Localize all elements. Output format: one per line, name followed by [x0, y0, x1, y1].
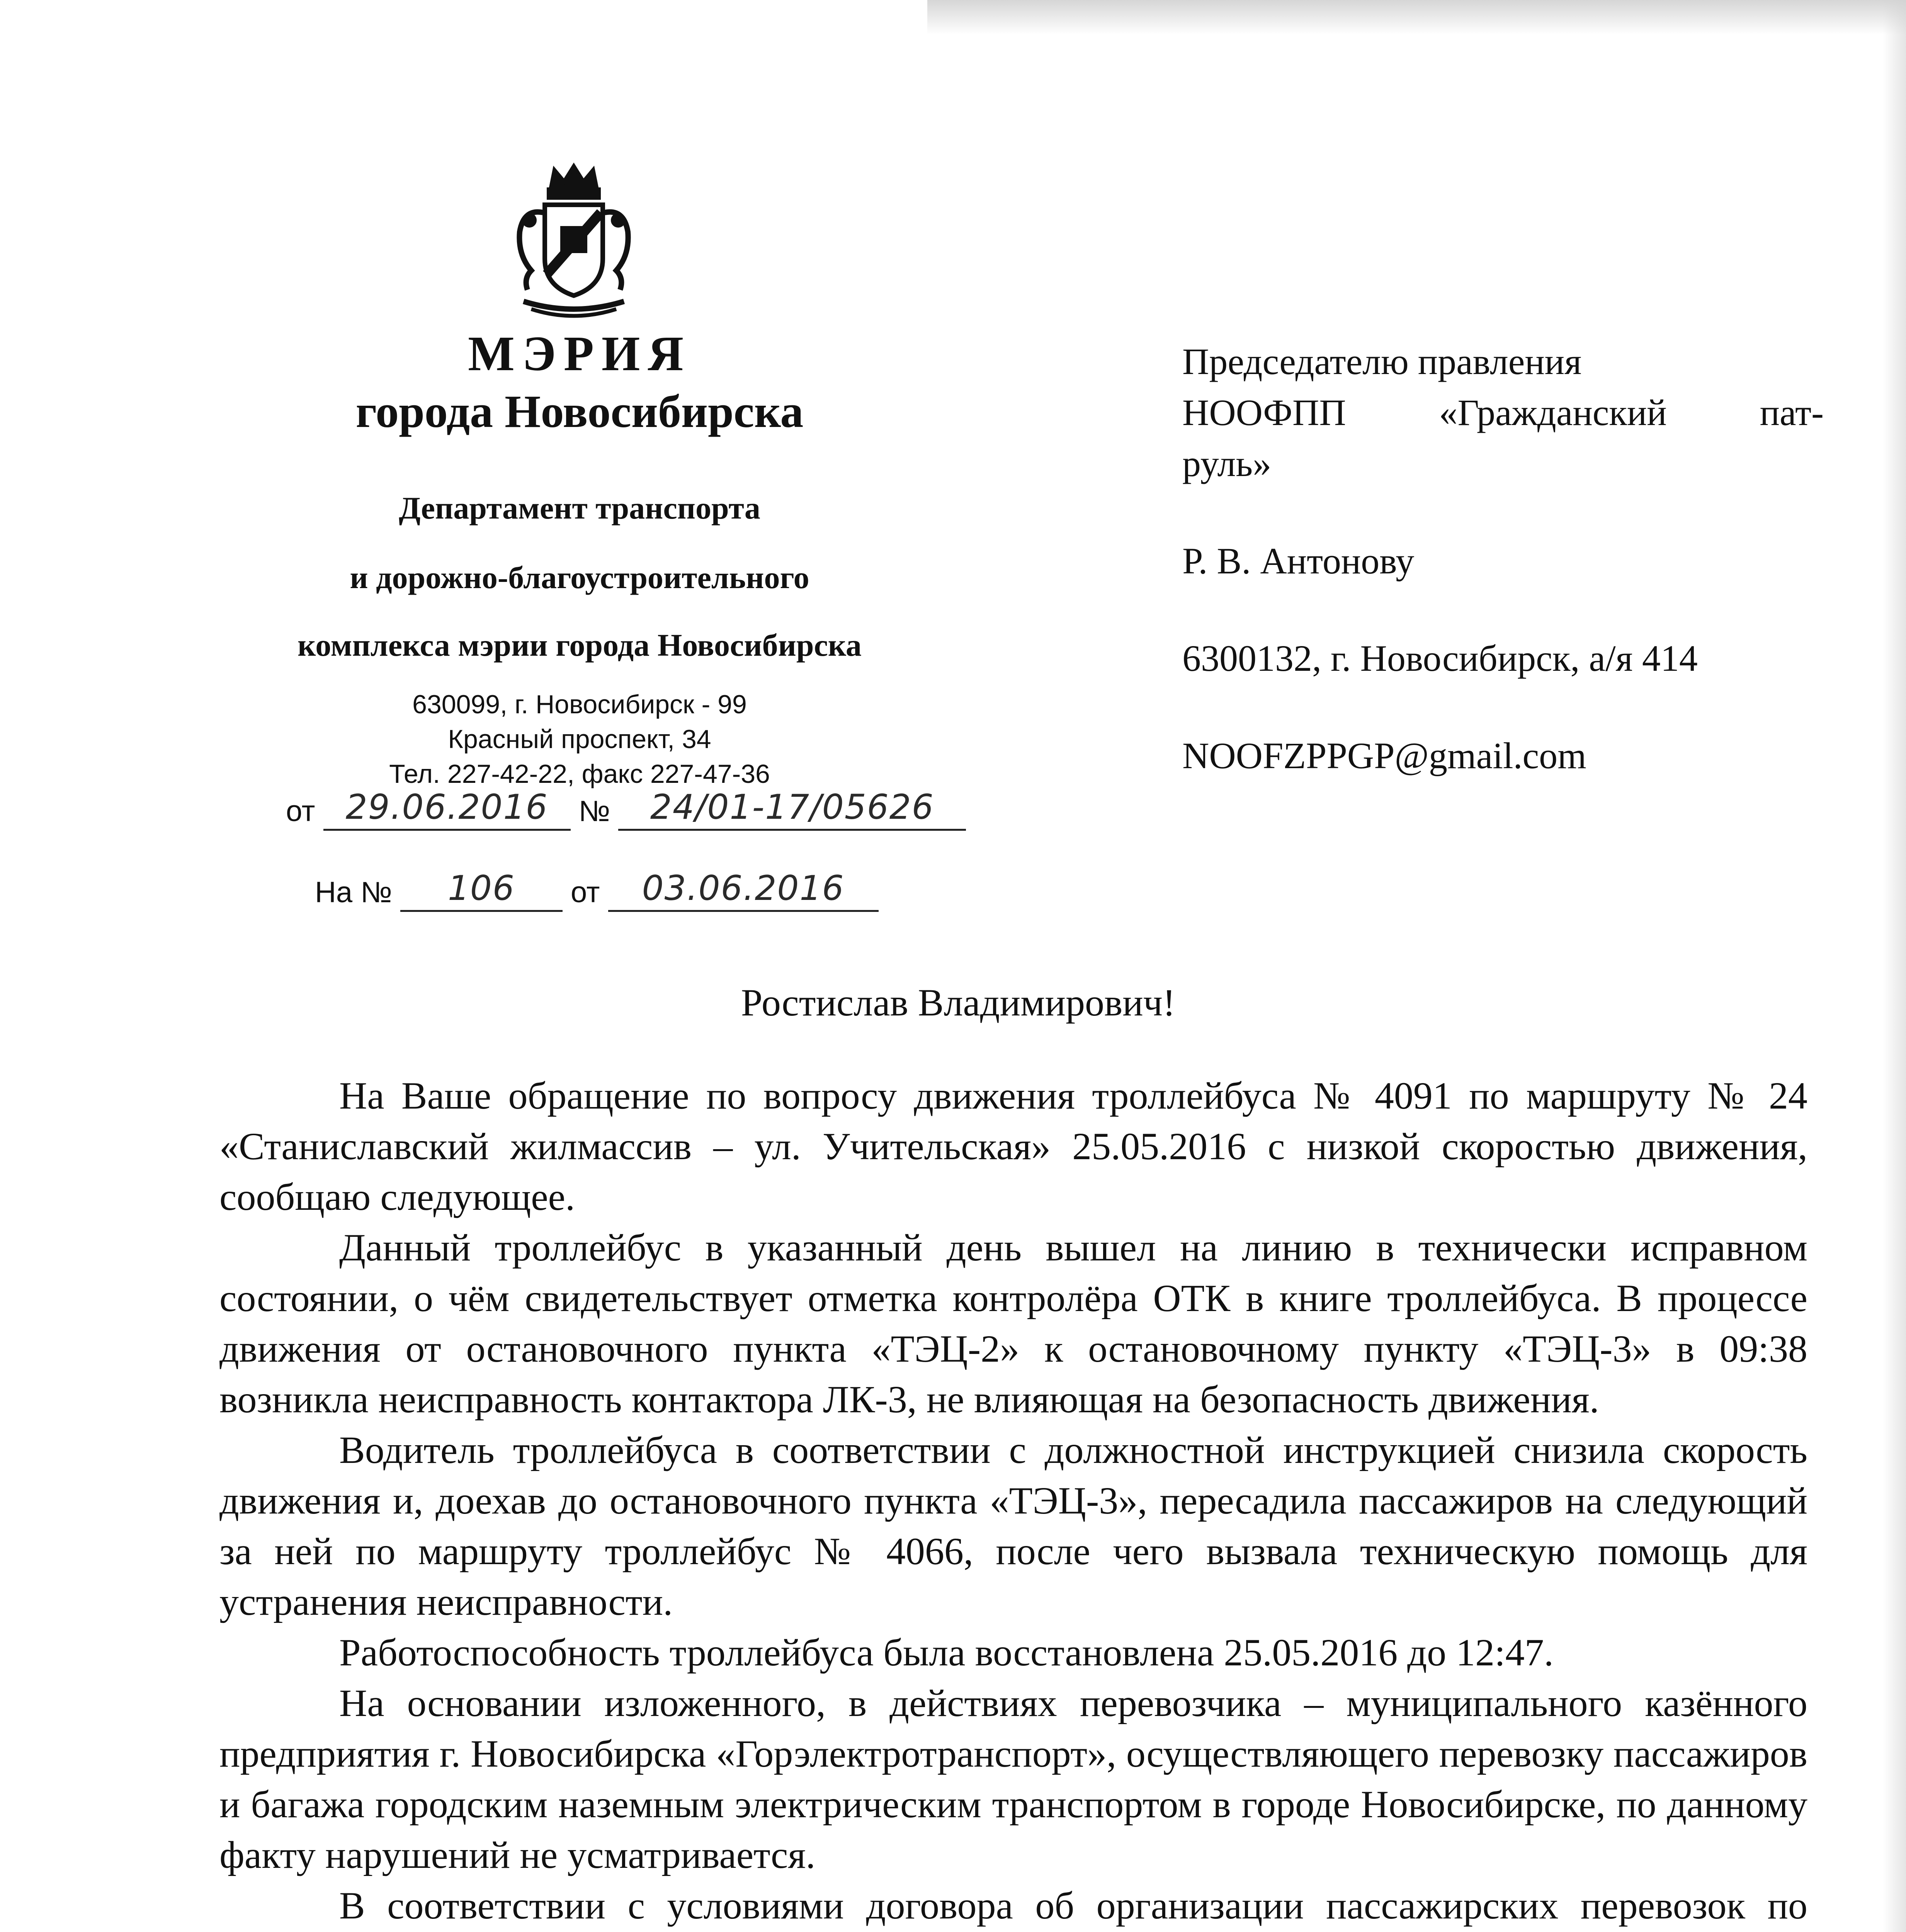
outgoing-date-field [323, 787, 571, 831]
recipient-org-word-1: НООФПП [1182, 392, 1346, 433]
recipient-name: Р. В. Антонову [1182, 540, 1415, 582]
recipient-block [1182, 336, 1824, 781]
department-street: Красный проспект, 34 [448, 724, 711, 754]
mayor-office-city: города Новосибирска [355, 386, 804, 437]
body-paragraph-2: Данный троллейбус в указанный день вышел на линию в технически исправном состоянии, о чём свидетельствует отметка контролёра ОТК в книге троллейбуса. В процессе движения от остановочного пункта «ТЭЦ-2» к остановочному пункту «ТЭЦ-3» в 09:38 возникла неисправность контактора ЛК-3, не влияющая на безопасность движения. [219, 1226, 1807, 1421]
recipient-address: 6300132, г. Новосибирск, а/я 414 [1182, 638, 1698, 679]
scan-shadow [927, 0, 1906, 35]
recipient-position: Председателю правления [1182, 341, 1582, 382]
recipient-email: NOOFZPPGP@gmail.com [1182, 735, 1586, 776]
reply-date-field [608, 868, 879, 912]
reply-from-label: от [571, 876, 600, 909]
salutation: Ростислав Владимирович! [741, 981, 1176, 1024]
outgoing-date-handwritten: 29.06.2016 [345, 787, 548, 827]
body-paragraph-1: На Ваше обращение по вопросу движения троллейбуса № 4091 по маршруту № 24 «Станиславский жилмассив – ул. Учительская» 25.05.2016 с низкой скоростью движения, сообщаю следующее. [219, 1074, 1807, 1218]
department-address: 630099, г. Новосибирск - 99 [412, 690, 747, 719]
outgoing-number-handwritten: 24/01-17/05626 [650, 787, 934, 827]
outgoing-registration [286, 787, 966, 831]
reply-date-handwritten: 03.06.2016 [642, 868, 845, 908]
department-line-3: комплекса мэрии города Новосибирска [298, 628, 862, 663]
department-phone-fax: Тел. 227-42-22, факс 227-47-36 [389, 759, 770, 789]
reply-to-label: На № [315, 876, 392, 909]
reply-number-handwritten: 106 [447, 868, 515, 908]
mayor-office-title: МЭРИЯ [468, 326, 691, 381]
department-line-2: и дорожно-благоустроительного [350, 560, 809, 595]
outgoing-number-field [618, 787, 966, 831]
body-paragraph-4: Работоспособность троллейбуса была восстановлена 25.05.2016 до 12:47. [339, 1631, 1554, 1674]
number-label: № [578, 795, 610, 828]
coat-of-arms-icon [508, 162, 639, 325]
recipient-organization-end: руль» [1182, 443, 1272, 484]
scan-edge [1883, 0, 1906, 1932]
body-paragraph-6: В соответствии с условиями договора об организации пассажирских перевозок по [339, 1884, 1807, 1927]
letter-body [219, 1070, 1807, 1932]
recipient-organization [1182, 387, 1824, 438]
department-line-1: Департамент транспорта [399, 490, 760, 526]
body-paragraph-5: На основании изложенного, в действиях перевозчика – муниципального казённого предприятия г. Новосибирска «Горэлектротранспорт», осуществляющего перевозку пассажиров и багажа городским наземным электрическим транспортом в городе Новосибирске, по данному факту нарушений не усматривается. [219, 1682, 1807, 1876]
from-label: от [286, 795, 315, 828]
reply-number-field [400, 868, 563, 912]
incoming-reference [315, 868, 879, 912]
recipient-org-word-2: «Гражданский [1439, 392, 1667, 433]
recipient-org-word-3: пат- [1760, 392, 1824, 433]
body-paragraph-3: Водитель троллейбуса в соответствии с должностной инструкцией снизила скорость движения и, доехав до остановочного пункта «ТЭЦ-3», пересадила пассажиров на следующий за ней по маршруту троллейбус № 4066, после чего вызвала техническую помощь для устранения неисправности. [219, 1429, 1807, 1623]
